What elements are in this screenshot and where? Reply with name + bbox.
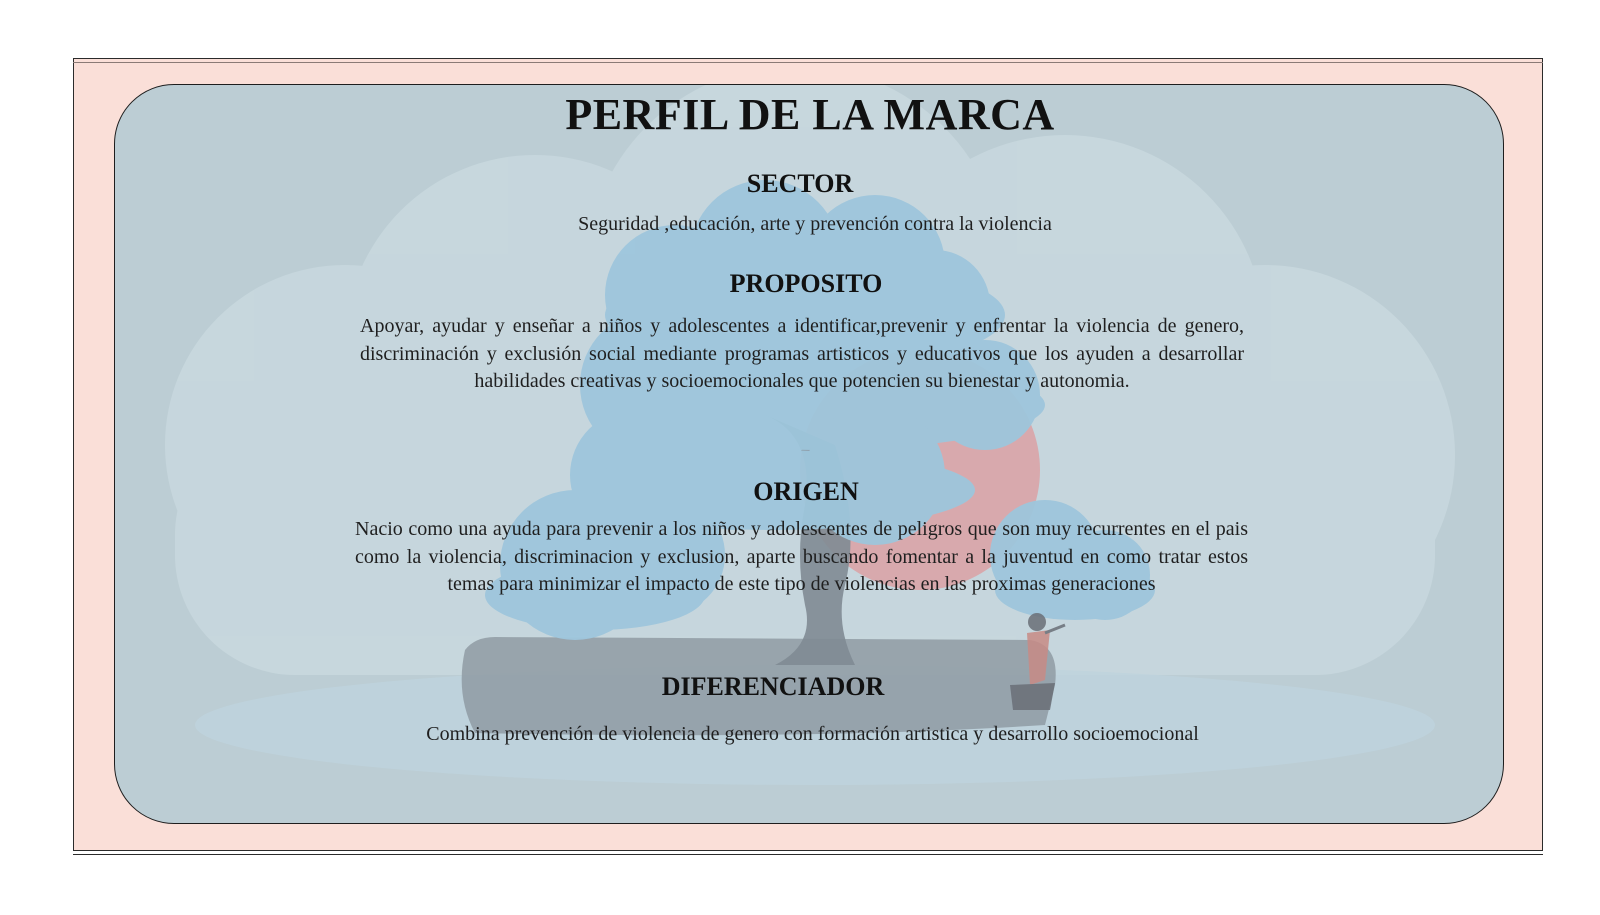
frame-divider-top — [73, 62, 1543, 63]
section-text-proposito: Apoyar, ayudar y enseñar a niños y adolescentes a identificar,prevenir y enfrentar la violencia de genero, discriminación y exclusión social mediante programas artisticos y educativos que los ayuden a desarrollar habilidades creativas y socioemocionales que potencien su bienestar y autonomia. — [360, 315, 1244, 392]
section-heading-proposito: PROPOSITO — [729, 269, 883, 298]
page-title: PERFIL DE LA MARCA — [565, 90, 1055, 139]
section-text-diferenciador: Combina prevención de violencia de genero con formación artistica y desarrollo socioemocional — [426, 723, 1199, 745]
section-text-origen: Nacio como una ayuda para prevenir a los niños y adolescentes de peligros que son muy recurrentes en el pais como la violencia, discriminacion y exclusion, aparte buscando fomentar a la juventud en como tratar estos temas para minimizar el impacto de este tipo de violencias en las proximas generaciones — [355, 518, 1248, 595]
card-content — [115, 85, 1504, 824]
section-text-sector: Seguridad ,educación, arte y prevención contra la violencia — [578, 213, 1052, 235]
section-heading-sector: SECTOR — [746, 169, 854, 198]
frame-divider-bottom — [73, 854, 1543, 855]
section-heading-diferenciador: DIFERENCIADOR — [661, 672, 885, 701]
content-card — [114, 84, 1504, 824]
section-heading-origen: ORIGEN — [753, 477, 859, 506]
